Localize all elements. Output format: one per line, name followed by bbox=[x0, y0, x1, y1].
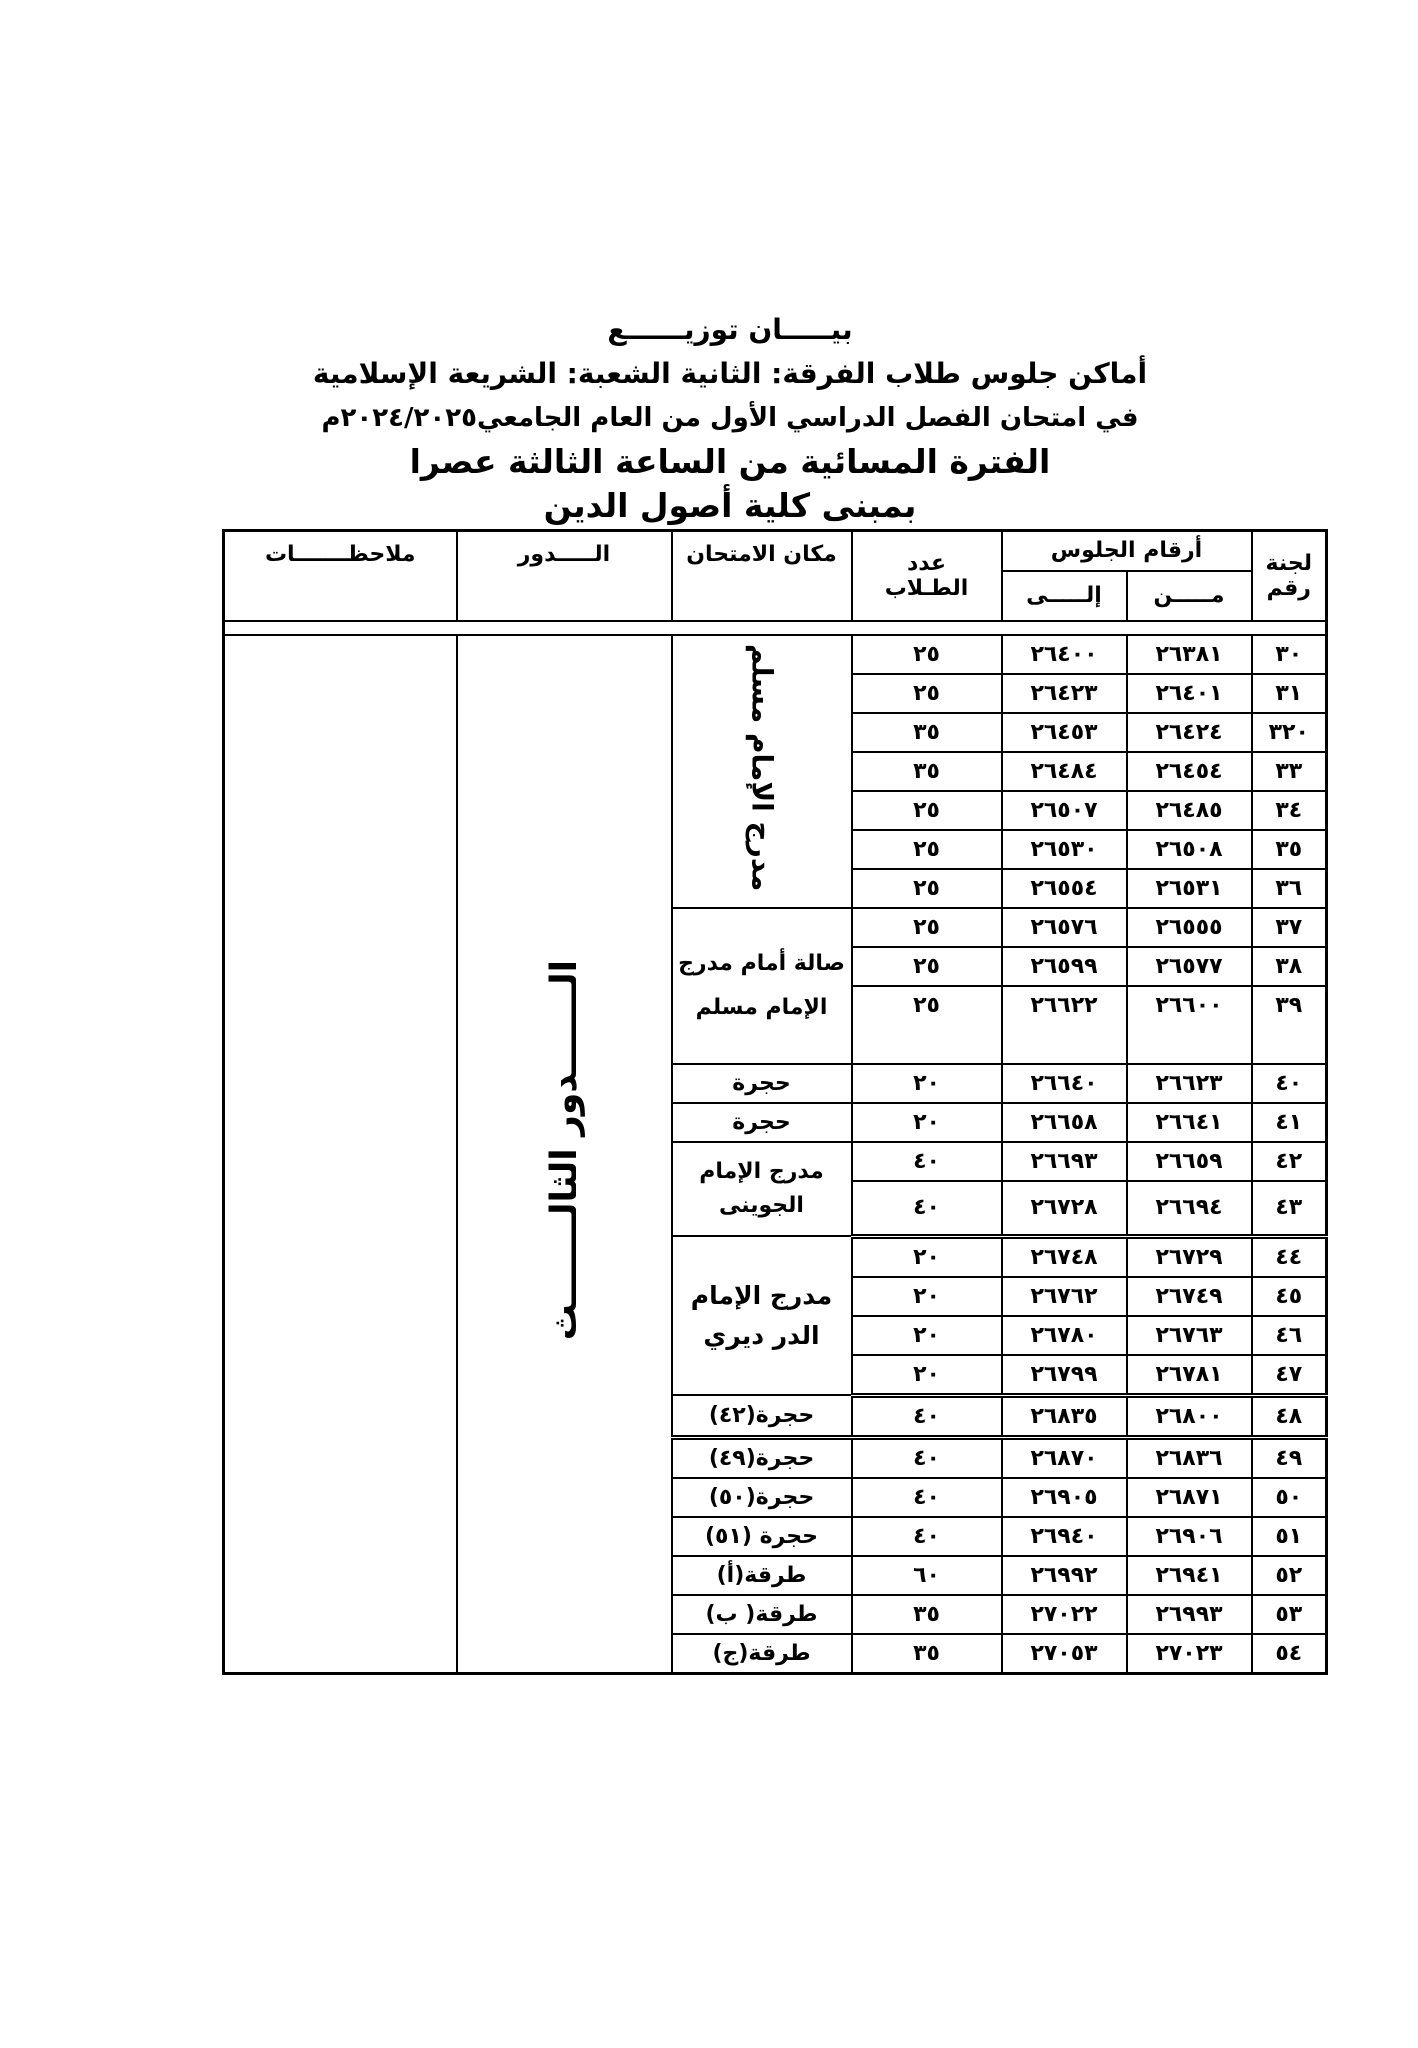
committee-number: ٤٢ bbox=[1252, 1142, 1327, 1181]
seat-from: ٢٦٧٨١ bbox=[1127, 1355, 1252, 1396]
student-count: ٣٥ bbox=[852, 1595, 1002, 1634]
seat-to: ٢٦٥٠٧ bbox=[1002, 791, 1127, 830]
header-to: إلـــــى bbox=[1002, 571, 1127, 621]
location-text: حجرة bbox=[732, 1109, 791, 1135]
seat-to: ٢٦٨٧٠ bbox=[1002, 1437, 1127, 1478]
location-cell bbox=[672, 1142, 852, 1237]
student-count: ٢٥ bbox=[852, 635, 1002, 674]
committee-number: ٣٠ bbox=[1252, 635, 1327, 674]
location-text: صالة أمام مدرج الإمام مسلم bbox=[678, 950, 845, 1020]
student-count: ٤٠ bbox=[852, 1517, 1002, 1556]
header-from: مـــــن bbox=[1127, 571, 1252, 621]
title-line-4: الفترة المسائية من الساعة الثالثة عصرا bbox=[409, 442, 1051, 481]
location-text: حجرة (٥١) bbox=[704, 1523, 819, 1549]
location-cell bbox=[672, 635, 852, 908]
seat-from: ٢٦٣٨١ bbox=[1127, 635, 1252, 674]
student-count: ٢٥ bbox=[852, 869, 1002, 908]
location-cell bbox=[672, 1634, 852, 1674]
seat-to: ٢٦٥٩٩ bbox=[1002, 947, 1127, 986]
seat-from: ٢٦٦٥٩ bbox=[1127, 1142, 1252, 1181]
location-text: حجرة(٤٩) bbox=[708, 1445, 815, 1471]
student-count: ٢٥ bbox=[852, 908, 1002, 947]
seat-from: ٢٦٤٠١ bbox=[1127, 674, 1252, 713]
seat-to: ٢٦٤٢٣ bbox=[1002, 674, 1127, 713]
student-count: ٢٥ bbox=[852, 830, 1002, 869]
seat-from: ٢٦٤٥٤ bbox=[1127, 752, 1252, 791]
student-count: ٤٠ bbox=[852, 1478, 1002, 1517]
notes-cell bbox=[224, 635, 457, 1674]
student-count: ٢٥ bbox=[852, 986, 1002, 1064]
committee-number: ٥٠ bbox=[1252, 1478, 1327, 1517]
seat-from: ٢٧٠٢٣ bbox=[1127, 1634, 1252, 1674]
seat-to: ٢٦٤٥٣ bbox=[1002, 713, 1127, 752]
student-count: ٢٥ bbox=[852, 947, 1002, 986]
title-line-5: بمبنى كلية أصول الدين bbox=[543, 486, 917, 525]
header-committee: لجنة رقم bbox=[1252, 531, 1327, 621]
seat-to: ٢٦٦٤٠ bbox=[1002, 1064, 1127, 1103]
seat-from: ٢٦٨٠٠ bbox=[1127, 1395, 1252, 1437]
location-text: مدرج الإمام الدر ديري bbox=[690, 1280, 833, 1350]
location-cell bbox=[672, 1556, 852, 1595]
seat-to: ٢٦٦٥٨ bbox=[1002, 1103, 1127, 1142]
committee-number: ٣٢٠ bbox=[1252, 713, 1327, 752]
seat-from: ٢٦٨٧١ bbox=[1127, 1478, 1252, 1517]
location-text: حجرة bbox=[732, 1070, 791, 1096]
seat-to: ٢٦٤٨٤ bbox=[1002, 752, 1127, 791]
student-count: ٤٠ bbox=[852, 1142, 1002, 1181]
committee-number: ٤٥ bbox=[1252, 1277, 1327, 1316]
seat-to: ٢٦٧٩٩ bbox=[1002, 1355, 1127, 1396]
location-text: طرقة(أ) bbox=[716, 1562, 807, 1588]
location-cell bbox=[672, 1064, 852, 1103]
committee-number: ٣٩ bbox=[1252, 986, 1327, 1064]
location-cell bbox=[672, 1236, 852, 1395]
seat-from: ٢٦٧٤٩ bbox=[1127, 1277, 1252, 1316]
seat-to: ٢٦٤٠٠ bbox=[1002, 635, 1127, 674]
title-line-2: أماكن جلوس طلاب الفرقة: الثانية الشعبة: الشريعة الإسلامية bbox=[312, 357, 1148, 390]
committee-number: ٤٠ bbox=[1252, 1064, 1327, 1103]
seat-to: ٢٦٧٨٠ bbox=[1002, 1316, 1127, 1355]
seat-from: ٢٦٩٠٦ bbox=[1127, 1517, 1252, 1556]
student-count: ٤٠ bbox=[852, 1395, 1002, 1437]
committee-number: ٣٦ bbox=[1252, 869, 1327, 908]
seat-to: ٢٦٥٣٠ bbox=[1002, 830, 1127, 869]
header-seat-numbers: أرقام الجلوس bbox=[1002, 531, 1252, 571]
committee-number: ٤١ bbox=[1252, 1103, 1327, 1142]
student-count: ٢٠ bbox=[852, 1103, 1002, 1142]
seat-to: ٢٦٧٢٨ bbox=[1002, 1181, 1127, 1237]
header-notes: ملاحظـــــــات bbox=[224, 531, 457, 621]
seat-to: ٢٦٧٤٨ bbox=[1002, 1236, 1127, 1277]
committee-number: ٥٤ bbox=[1252, 1634, 1327, 1674]
committee-number: ٤٧ bbox=[1252, 1355, 1327, 1396]
location-text: حجرة(٤٢) bbox=[708, 1402, 815, 1428]
student-count: ٣٥ bbox=[852, 752, 1002, 791]
committee-number: ٣٧ bbox=[1252, 908, 1327, 947]
location-cell bbox=[672, 1517, 852, 1556]
seat-to: ٢٦٦٢٢ bbox=[1002, 986, 1127, 1064]
committee-number: ٥٣ bbox=[1252, 1595, 1327, 1634]
committee-number: ٣٣ bbox=[1252, 752, 1327, 791]
location-cell bbox=[672, 1437, 852, 1478]
student-count: ٤٠ bbox=[852, 1437, 1002, 1478]
seat-from: ٢٦٥٠٨ bbox=[1127, 830, 1252, 869]
student-count: ٤٠ bbox=[852, 1181, 1002, 1237]
seat-from: ٢٦٦٢٣ bbox=[1127, 1064, 1252, 1103]
title-line-1: بيـــــان توزيــــــع bbox=[607, 313, 853, 346]
seat-to: ٢٦٩٩٢ bbox=[1002, 1556, 1127, 1595]
student-count: ٢٠ bbox=[852, 1064, 1002, 1103]
committee-number: ٣٤ bbox=[1252, 791, 1327, 830]
committee-number: ٤٤ bbox=[1252, 1236, 1327, 1277]
student-count: ٢٠ bbox=[852, 1355, 1002, 1396]
seat-from: ٢٦٦٤١ bbox=[1127, 1103, 1252, 1142]
committee-number: ٤٣ bbox=[1252, 1181, 1327, 1237]
seat-from: ٢٦٦٩٤ bbox=[1127, 1181, 1252, 1237]
seat-from: ٢٦٦٠٠ bbox=[1127, 986, 1252, 1064]
committee-number: ٥٢ bbox=[1252, 1556, 1327, 1595]
student-count: ٣٥ bbox=[852, 1634, 1002, 1674]
location-text: طرقة( ب) bbox=[705, 1601, 818, 1627]
seat-from: ٢٦٧٢٩ bbox=[1127, 1236, 1252, 1277]
seat-from: ٢٦٤٢٤ bbox=[1127, 713, 1252, 752]
floor-cell bbox=[457, 635, 672, 1674]
seat-from: ٢٦٨٣٦ bbox=[1127, 1437, 1252, 1478]
student-count: ٢٥ bbox=[852, 791, 1002, 830]
seat-to: ٢٦٩٠٥ bbox=[1002, 1478, 1127, 1517]
header-floor: الـــــدور bbox=[457, 531, 672, 621]
location-cell bbox=[672, 1478, 852, 1517]
seat-to: ٢٧٠٢٢ bbox=[1002, 1595, 1127, 1634]
seat-to: ٢٦٥٧٦ bbox=[1002, 908, 1127, 947]
header-student-count: عدد الطـلاب bbox=[852, 531, 1002, 621]
document-header bbox=[300, 308, 1160, 528]
student-count: ٣٥ bbox=[852, 713, 1002, 752]
seat-to: ٢٧٠٥٣ bbox=[1002, 1634, 1127, 1674]
seat-to: ٢٦٩٤٠ bbox=[1002, 1517, 1127, 1556]
seat-to: ٢٦٨٣٥ bbox=[1002, 1395, 1127, 1437]
seat-from: ٢٦٥٥٥ bbox=[1127, 908, 1252, 947]
location-cell bbox=[672, 1395, 852, 1437]
floor-text: الـــــــدور الثالـــــــث bbox=[543, 960, 585, 1341]
location-text: طرقة(ج) bbox=[712, 1640, 811, 1666]
committee-number: ٣٥ bbox=[1252, 830, 1327, 869]
committee-number: ٥١ bbox=[1252, 1517, 1327, 1556]
location-cell bbox=[672, 1103, 852, 1142]
location-text: حجرة(٥٠) bbox=[708, 1484, 815, 1510]
location-cell bbox=[672, 908, 852, 1064]
committee-number: ٣١ bbox=[1252, 674, 1327, 713]
student-count: ٦٠ bbox=[852, 1556, 1002, 1595]
student-count: ٢٠ bbox=[852, 1236, 1002, 1277]
student-count: ٢٠ bbox=[852, 1277, 1002, 1316]
location-cell bbox=[672, 1595, 852, 1634]
student-count: ٢٥ bbox=[852, 674, 1002, 713]
table-row bbox=[224, 635, 1327, 674]
seat-from: ٢٦٩٩٣ bbox=[1127, 1595, 1252, 1634]
seating-table bbox=[222, 529, 1328, 1675]
committee-number: ٣٨ bbox=[1252, 947, 1327, 986]
seat-to: ٢٦٥٥٤ bbox=[1002, 869, 1127, 908]
seat-from: ٢٦٩٤١ bbox=[1127, 1556, 1252, 1595]
seat-to: ٢٦٧٦٢ bbox=[1002, 1277, 1127, 1316]
seat-to: ٢٦٦٩٣ bbox=[1002, 1142, 1127, 1181]
seat-from: ٢٦٧٦٣ bbox=[1127, 1316, 1252, 1355]
seat-from: ٢٦٥٧٧ bbox=[1127, 947, 1252, 986]
location-text: مدرج الإمام مسلم bbox=[745, 644, 779, 892]
committee-number: ٤٦ bbox=[1252, 1316, 1327, 1355]
committee-number: ٤٩ bbox=[1252, 1437, 1327, 1478]
title-line-3: في امتحان الفصل الدراسي الأول من العام الجامعي٢٠٢٤/٢٠٢٥م bbox=[321, 403, 1139, 433]
seat-from: ٢٦٥٣١ bbox=[1127, 869, 1252, 908]
header-gap bbox=[224, 621, 1327, 635]
location-text: مدرج الإمام الجوينى bbox=[699, 1158, 824, 1218]
header-location: مكان الامتحان bbox=[672, 531, 852, 621]
student-count: ٢٠ bbox=[852, 1316, 1002, 1355]
committee-number: ٤٨ bbox=[1252, 1395, 1327, 1437]
seat-from: ٢٦٤٨٥ bbox=[1127, 791, 1252, 830]
